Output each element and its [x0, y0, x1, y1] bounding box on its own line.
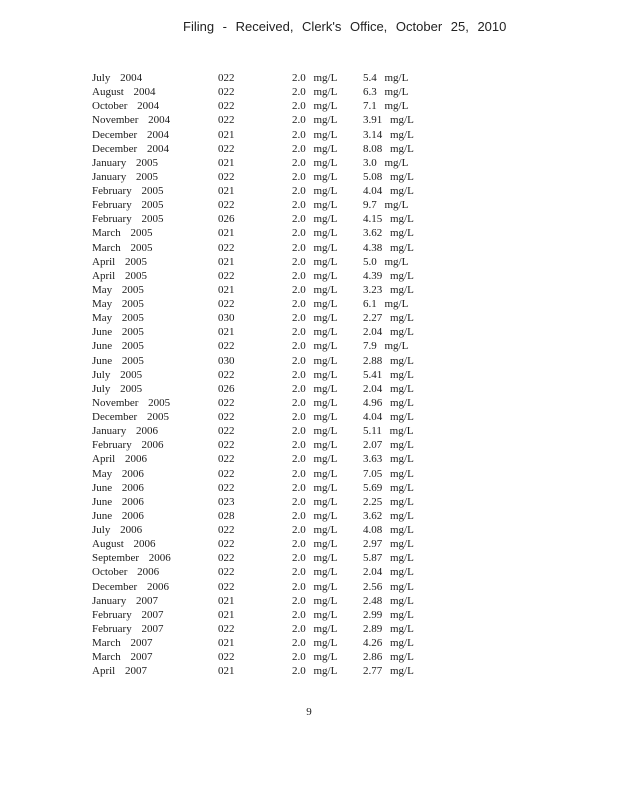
- cell-result: 2.25 mg/L: [363, 495, 414, 508]
- cell-outfall: 021: [218, 128, 235, 141]
- table-row: [92, 537, 493, 551]
- cell-outfall: 022: [218, 538, 235, 551]
- cell-limit: 2.0 mg/L: [292, 552, 338, 565]
- cell-limit: 2.0 mg/L: [292, 142, 338, 155]
- cell-limit: 2.0 mg/L: [292, 128, 338, 141]
- cell-outfall: 022: [218, 340, 235, 353]
- cell-period: June 2006: [92, 481, 144, 494]
- table-row: [92, 113, 493, 127]
- table-row: [92, 594, 493, 608]
- table-row: [92, 410, 493, 424]
- cell-period: January 2005: [92, 170, 158, 183]
- cell-period: March 2005: [92, 227, 153, 240]
- cell-limit: 2.0 mg/L: [292, 354, 338, 367]
- cell-outfall: 022: [218, 114, 235, 127]
- cell-period: March 2005: [92, 241, 153, 254]
- cell-result: 9.7 mg/L: [363, 199, 409, 212]
- cell-result: 3.23 mg/L: [363, 283, 414, 296]
- cell-limit: 2.0 mg/L: [292, 580, 338, 593]
- cell-limit: 2.0 mg/L: [292, 241, 338, 254]
- cell-result: 2.97 mg/L: [363, 538, 414, 551]
- cell-result: 2.56 mg/L: [363, 580, 414, 593]
- cell-limit: 2.0 mg/L: [292, 495, 338, 508]
- cell-outfall: 021: [218, 326, 235, 339]
- cell-period: April 2006: [92, 453, 147, 466]
- cell-limit: 2.0 mg/L: [292, 213, 338, 226]
- cell-result: 6.3 mg/L: [363, 86, 409, 99]
- cell-period: March 2007: [92, 651, 153, 664]
- cell-limit: 2.0 mg/L: [292, 86, 338, 99]
- cell-limit: 2.0 mg/L: [292, 312, 338, 325]
- cell-result: 7.05 mg/L: [363, 467, 414, 480]
- table-row: [92, 481, 493, 495]
- cell-result: 4.96 mg/L: [363, 396, 414, 409]
- cell-period: May 2005: [92, 283, 144, 296]
- table-row: [92, 608, 493, 622]
- cell-period: January 2007: [92, 594, 158, 607]
- cell-limit: 2.0 mg/L: [292, 622, 338, 635]
- cell-period: October 2006: [92, 566, 160, 579]
- cell-outfall: 021: [218, 227, 235, 240]
- table-row: [92, 184, 493, 198]
- table-row: [92, 438, 493, 452]
- cell-period: January 2006: [92, 425, 158, 438]
- table-row: [92, 170, 493, 184]
- cell-outfall: 022: [218, 425, 235, 438]
- cell-result: 5.4 mg/L: [363, 72, 409, 84]
- cell-period: June 2006: [92, 495, 144, 508]
- page-number: 9: [306, 706, 312, 718]
- cell-period: January 2005: [92, 156, 158, 169]
- cell-result: 4.04 mg/L: [363, 411, 414, 423]
- cell-limit: 2.0 mg/L: [292, 227, 338, 240]
- cell-result: 3.91 mg/L: [363, 114, 414, 127]
- cell-outfall: 022: [218, 396, 235, 409]
- cell-result: 3.0 mg/L: [363, 156, 409, 169]
- cell-outfall: 022: [218, 439, 235, 452]
- cell-outfall: 026: [218, 213, 235, 226]
- cell-outfall: 021: [218, 608, 235, 621]
- cell-result: 2.07 mg/L: [363, 439, 414, 452]
- cell-result: 8.08 mg/L: [363, 142, 414, 155]
- cell-outfall: 022: [218, 298, 235, 310]
- table-row: [92, 636, 493, 650]
- cell-result: 2.48 mg/L: [363, 594, 414, 607]
- table-row: [92, 71, 493, 85]
- cell-outfall: 028: [218, 509, 235, 522]
- cell-outfall: 021: [218, 185, 235, 197]
- cell-outfall: 026: [218, 382, 235, 395]
- cell-result: 3.62 mg/L: [363, 509, 414, 522]
- table-row: [92, 212, 493, 226]
- table-row: [92, 650, 493, 664]
- table-row: [92, 452, 493, 466]
- cell-period: December 2006: [92, 580, 169, 593]
- cell-limit: 2.0 mg/L: [292, 326, 338, 339]
- cell-limit: 2.0 mg/L: [292, 453, 338, 466]
- cell-outfall: 022: [218, 72, 235, 84]
- cell-result: 7.9 mg/L: [363, 340, 409, 353]
- table-row: [92, 269, 493, 283]
- cell-result: 5.08 mg/L: [363, 170, 414, 183]
- cell-period: February 2006: [92, 439, 164, 452]
- cell-outfall: 022: [218, 241, 235, 254]
- cell-outfall: 021: [218, 283, 235, 296]
- cell-period: February 2005: [92, 185, 164, 197]
- cell-limit: 2.0 mg/L: [292, 156, 338, 169]
- cell-result: 2.27 mg/L: [363, 312, 414, 325]
- cell-result: 2.88 mg/L: [363, 354, 414, 367]
- cell-limit: 2.0 mg/L: [292, 340, 338, 353]
- cell-period: February 2005: [92, 199, 164, 212]
- cell-period: May 2005: [92, 312, 144, 325]
- monitoring-results-table: [92, 71, 493, 678]
- table-row: [92, 622, 493, 636]
- table-row: [92, 523, 493, 537]
- table-row: [92, 283, 493, 297]
- cell-limit: 2.0 mg/L: [292, 524, 338, 536]
- cell-period: December 2004: [92, 128, 169, 141]
- cell-result: 6.1 mg/L: [363, 298, 409, 310]
- cell-result: 5.41 mg/L: [363, 368, 414, 381]
- cell-outfall: 021: [218, 594, 235, 607]
- cell-limit: 2.0 mg/L: [292, 665, 338, 678]
- cell-limit: 2.0 mg/L: [292, 368, 338, 381]
- cell-period: April 2005: [92, 269, 147, 282]
- cell-period: February 2007: [92, 608, 164, 621]
- cell-result: 4.26 mg/L: [363, 637, 414, 649]
- table-row: [92, 664, 493, 678]
- cell-outfall: 022: [218, 622, 235, 635]
- cell-limit: 2.0 mg/L: [292, 651, 338, 664]
- cell-result: 2.04 mg/L: [363, 382, 414, 395]
- cell-outfall: 021: [218, 255, 235, 268]
- cell-result: 4.38 mg/L: [363, 241, 414, 254]
- filing-stamp-header: Filing - Received, Clerk's Office, October 25, 2010: [183, 19, 507, 34]
- cell-result: 7.1 mg/L: [363, 100, 409, 113]
- cell-period: July 2005: [92, 382, 143, 395]
- cell-outfall: 022: [218, 199, 235, 212]
- cell-limit: 2.0 mg/L: [292, 283, 338, 296]
- cell-outfall: 022: [218, 170, 235, 183]
- cell-limit: 2.0 mg/L: [292, 425, 338, 438]
- cell-outfall: 023: [218, 495, 235, 508]
- table-row: [92, 142, 493, 156]
- table-row: [92, 241, 493, 255]
- cell-outfall: 022: [218, 86, 235, 99]
- cell-limit: 2.0 mg/L: [292, 538, 338, 551]
- table-row: [92, 198, 493, 212]
- table-row: [92, 226, 493, 240]
- table-row: [92, 495, 493, 509]
- cell-outfall: 021: [218, 637, 235, 649]
- cell-period: October 2004: [92, 100, 160, 113]
- cell-limit: 2.0 mg/L: [292, 467, 338, 480]
- cell-limit: 2.0 mg/L: [292, 199, 338, 212]
- cell-period: April 2005: [92, 255, 147, 268]
- cell-limit: 2.0 mg/L: [292, 411, 338, 423]
- cell-period: August 2006: [92, 538, 156, 551]
- table-row: [92, 354, 493, 368]
- table-row: [92, 311, 493, 325]
- cell-limit: 2.0 mg/L: [292, 298, 338, 310]
- cell-result: 4.04 mg/L: [363, 185, 414, 197]
- cell-limit: 2.0 mg/L: [292, 100, 338, 113]
- cell-outfall: 022: [218, 142, 235, 155]
- cell-period: July 2005: [92, 368, 143, 381]
- cell-period: August 2004: [92, 86, 156, 99]
- table-row: [92, 99, 493, 113]
- cell-period: March 2007: [92, 637, 153, 649]
- cell-period: May 2005: [92, 298, 144, 310]
- cell-period: February 2007: [92, 622, 164, 635]
- cell-outfall: 022: [218, 524, 235, 536]
- cell-limit: 2.0 mg/L: [292, 566, 338, 579]
- cell-result: 2.04 mg/L: [363, 566, 414, 579]
- table-row: [92, 325, 493, 339]
- cell-period: November 2005: [92, 396, 171, 409]
- cell-outfall: 030: [218, 312, 235, 325]
- table-row: [92, 156, 493, 170]
- cell-period: June 2005: [92, 354, 144, 367]
- cell-limit: 2.0 mg/L: [292, 382, 338, 395]
- cell-outfall: 030: [218, 354, 235, 367]
- table-row: [92, 297, 493, 311]
- table-row: [92, 467, 493, 481]
- cell-limit: 2.0 mg/L: [292, 509, 338, 522]
- cell-result: 2.89 mg/L: [363, 622, 414, 635]
- table-row: [92, 339, 493, 353]
- cell-period: September 2006: [92, 552, 171, 565]
- cell-limit: 2.0 mg/L: [292, 637, 338, 649]
- table-row: [92, 565, 493, 579]
- cell-limit: 2.0 mg/L: [292, 439, 338, 452]
- cell-limit: 2.0 mg/L: [292, 396, 338, 409]
- cell-outfall: 022: [218, 411, 235, 423]
- table-row: [92, 551, 493, 565]
- cell-limit: 2.0 mg/L: [292, 114, 338, 127]
- cell-result: 4.39 mg/L: [363, 269, 414, 282]
- cell-result: 5.69 mg/L: [363, 481, 414, 494]
- cell-limit: 2.0 mg/L: [292, 608, 338, 621]
- cell-period: December 2005: [92, 411, 169, 423]
- cell-result: 5.87 mg/L: [363, 552, 414, 565]
- cell-period: December 2004: [92, 142, 169, 155]
- cell-period: June 2006: [92, 509, 144, 522]
- table-row: [92, 509, 493, 523]
- cell-period: June 2005: [92, 340, 144, 353]
- cell-result: 3.63 mg/L: [363, 453, 414, 466]
- cell-result: 4.15 mg/L: [363, 213, 414, 226]
- cell-outfall: 022: [218, 269, 235, 282]
- cell-outfall: 022: [218, 453, 235, 466]
- cell-outfall: 022: [218, 651, 235, 664]
- cell-outfall: 022: [218, 580, 235, 593]
- cell-limit: 2.0 mg/L: [292, 170, 338, 183]
- cell-outfall: 022: [218, 100, 235, 113]
- table-row: [92, 382, 493, 396]
- table-row: [92, 580, 493, 594]
- table-row: [92, 396, 493, 410]
- cell-outfall: 022: [218, 566, 235, 579]
- cell-result: 2.99 mg/L: [363, 608, 414, 621]
- table-row: [92, 85, 493, 99]
- cell-outfall: 022: [218, 368, 235, 381]
- cell-period: November 2004: [92, 114, 171, 127]
- cell-result: 2.86 mg/L: [363, 651, 414, 664]
- cell-outfall: 021: [218, 156, 235, 169]
- table-row: [92, 128, 493, 142]
- cell-outfall: 022: [218, 481, 235, 494]
- cell-limit: 2.0 mg/L: [292, 481, 338, 494]
- cell-result: 5.11 mg/L: [363, 425, 414, 438]
- cell-limit: 2.0 mg/L: [292, 72, 338, 84]
- cell-result: 2.77 mg/L: [363, 665, 414, 678]
- cell-period: July 2006: [92, 524, 143, 536]
- table-row: [92, 424, 493, 438]
- cell-limit: 2.0 mg/L: [292, 594, 338, 607]
- cell-period: June 2005: [92, 326, 144, 339]
- cell-period: July 2004: [92, 72, 143, 84]
- cell-outfall: 021: [218, 665, 235, 678]
- cell-period: April 2007: [92, 665, 147, 678]
- cell-outfall: 022: [218, 552, 235, 565]
- cell-result: 4.08 mg/L: [363, 524, 414, 536]
- cell-result: 5.0 mg/L: [363, 255, 409, 268]
- cell-outfall: 022: [218, 467, 235, 480]
- cell-limit: 2.0 mg/L: [292, 185, 338, 197]
- cell-period: May 2006: [92, 467, 144, 480]
- cell-period: February 2005: [92, 213, 164, 226]
- cell-result: 2.04 mg/L: [363, 326, 414, 339]
- cell-result: 3.14 mg/L: [363, 128, 414, 141]
- cell-result: 3.62 mg/L: [363, 227, 414, 240]
- cell-limit: 2.0 mg/L: [292, 269, 338, 282]
- table-row: [92, 255, 493, 269]
- table-row: [92, 368, 493, 382]
- cell-limit: 2.0 mg/L: [292, 255, 338, 268]
